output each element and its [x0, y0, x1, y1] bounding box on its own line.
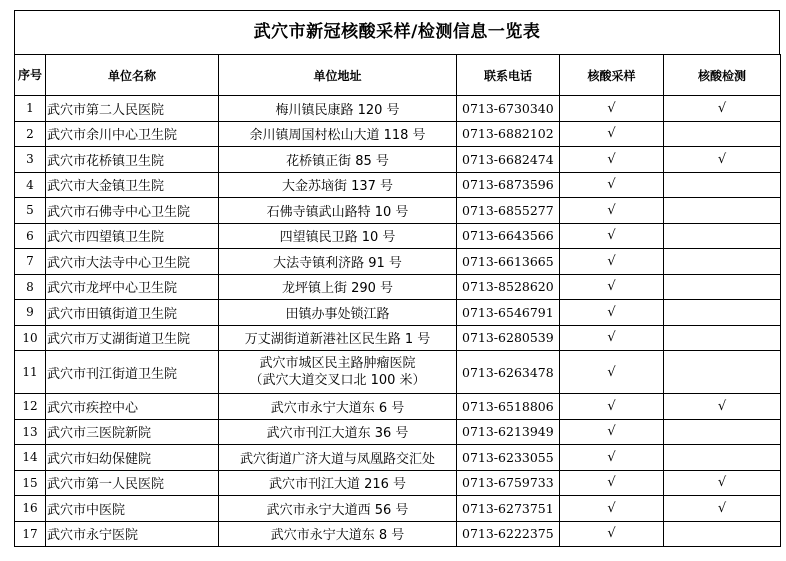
table-row — [15, 147, 781, 173]
sampling-check: √ — [560, 351, 664, 394]
row-number: 5 — [15, 198, 46, 224]
unit-address: 大金苏垴街 137 号 — [219, 172, 457, 198]
unit-name: 武穴市大法寺中心卫生院 — [46, 249, 219, 275]
unit-name: 武穴市石佛寺中心卫生院 — [46, 198, 219, 224]
unit-name: 武穴市四望镇卫生院 — [46, 223, 219, 249]
contact-phone: 0713-8528620 — [457, 274, 560, 300]
sampling-check: √ — [560, 496, 664, 522]
unit-address: 武穴市刊江大道 216 号 — [219, 470, 457, 496]
unit-address: 四望镇民卫路 10 号 — [219, 223, 457, 249]
testing-check — [664, 198, 781, 224]
testing-check — [664, 121, 781, 147]
table-row — [15, 96, 781, 122]
unit-address: 石佛寺镇武山路特 10 号 — [219, 198, 457, 224]
testing-check — [664, 223, 781, 249]
unit-name: 武穴市刊江街道卫生院 — [46, 351, 219, 394]
table-row — [15, 419, 781, 445]
table-row — [15, 198, 781, 224]
contact-phone: 0713-6280539 — [457, 325, 560, 351]
unit-name: 武穴市疾控中心 — [46, 394, 219, 420]
row-number: 6 — [15, 223, 46, 249]
sampling-check: √ — [560, 394, 664, 420]
unit-address: 武穴市永宁大道东 8 号 — [219, 521, 457, 547]
contact-phone: 0713-6855277 — [457, 198, 560, 224]
unit-name: 武穴市中医院 — [46, 496, 219, 522]
contact-phone: 0713-6730340 — [457, 96, 560, 122]
row-number: 4 — [15, 172, 46, 198]
row-number: 7 — [15, 249, 46, 275]
row-number: 14 — [15, 445, 46, 471]
header-address: 单位地址 — [219, 55, 457, 96]
contact-phone: 0713-6759733 — [457, 470, 560, 496]
testing-check — [664, 172, 781, 198]
contact-phone: 0713-6263478 — [457, 351, 560, 394]
contact-phone: 0713-6213949 — [457, 419, 560, 445]
testing-check — [664, 249, 781, 275]
row-number: 9 — [15, 300, 46, 326]
contact-phone: 0713-6233055 — [457, 445, 560, 471]
sampling-check: √ — [560, 249, 664, 275]
contact-phone: 0713-6873596 — [457, 172, 560, 198]
sampling-check: √ — [560, 300, 664, 326]
row-number: 17 — [15, 521, 46, 547]
table-body — [15, 96, 781, 547]
unit-name: 武穴市妇幼保健院 — [46, 445, 219, 471]
row-number: 3 — [15, 147, 46, 173]
unit-address-line1: 武穴市城区民主路肿瘤医院 — [259, 356, 416, 371]
sampling-check: √ — [560, 223, 664, 249]
contact-phone: 0713-6682474 — [457, 147, 560, 173]
row-number: 1 — [15, 96, 46, 122]
row-number: 13 — [15, 419, 46, 445]
unit-address: 花桥镇正街 85 号 — [219, 147, 457, 173]
table-row — [15, 496, 781, 522]
contact-phone: 0713-6273751 — [457, 496, 560, 522]
row-number: 15 — [15, 470, 46, 496]
row-number: 10 — [15, 325, 46, 351]
table-row — [15, 300, 781, 326]
testing-check — [664, 419, 781, 445]
testing-check: √ — [664, 496, 781, 522]
header-name: 单位名称 — [46, 55, 219, 96]
testing-check: √ — [664, 394, 781, 420]
unit-address: 武穴市刊江大道东 36 号 — [219, 419, 457, 445]
row-number: 11 — [15, 351, 46, 394]
testing-check — [664, 300, 781, 326]
sampling-check: √ — [560, 419, 664, 445]
contact-phone: 0713-6643566 — [457, 223, 560, 249]
unit-address: 大法寺镇利济路 91 号 — [219, 249, 457, 275]
unit-name: 武穴市田镇街道卫生院 — [46, 300, 219, 326]
sampling-check: √ — [560, 445, 664, 471]
unit-name: 武穴市大金镇卫生院 — [46, 172, 219, 198]
unit-address: 武穴市永宁大道东 6 号 — [219, 394, 457, 420]
testing-check — [664, 521, 781, 547]
table-row — [15, 351, 781, 394]
unit-name: 武穴市三医院新院 — [46, 419, 219, 445]
row-number: 8 — [15, 274, 46, 300]
info-table — [14, 54, 781, 547]
header-row — [15, 55, 781, 96]
unit-address: 余川镇周国村松山大道 118 号 — [219, 121, 457, 147]
unit-name: 武穴市永宁医院 — [46, 521, 219, 547]
table-row — [15, 325, 781, 351]
testing-check — [664, 445, 781, 471]
contact-phone: 0713-6222375 — [457, 521, 560, 547]
contact-phone: 0713-6546791 — [457, 300, 560, 326]
unit-name: 武穴市第二人民医院 — [46, 96, 219, 122]
header-sampling: 核酸采样 — [560, 55, 664, 96]
unit-name: 武穴市花桥镇卫生院 — [46, 147, 219, 173]
sampling-check: √ — [560, 121, 664, 147]
sampling-check: √ — [560, 147, 664, 173]
sampling-check: √ — [560, 521, 664, 547]
table-row — [15, 172, 781, 198]
info-sheet — [14, 10, 780, 547]
unit-name: 武穴市余川中心卫生院 — [46, 121, 219, 147]
header-phone: 联系电话 — [457, 55, 560, 96]
table-title: 武穴市新冠核酸采样/检测信息一览表 — [14, 10, 780, 54]
contact-phone: 0713-6882102 — [457, 121, 560, 147]
table-row — [15, 445, 781, 471]
table-row — [15, 394, 781, 420]
sampling-check: √ — [560, 470, 664, 496]
unit-address: 田镇办事处锁江路 — [219, 300, 457, 326]
testing-check — [664, 351, 781, 394]
testing-check — [664, 274, 781, 300]
table-row — [15, 470, 781, 496]
unit-address — [219, 351, 457, 394]
row-number: 16 — [15, 496, 46, 522]
sampling-check: √ — [560, 96, 664, 122]
unit-name: 武穴市万丈湖街道卫生院 — [46, 325, 219, 351]
contact-phone: 0713-6518806 — [457, 394, 560, 420]
testing-check: √ — [664, 96, 781, 122]
table-row — [15, 249, 781, 275]
sampling-check: √ — [560, 274, 664, 300]
unit-name: 武穴市第一人民医院 — [46, 470, 219, 496]
unit-address: 万丈湖街道新港社区民生路 1 号 — [219, 325, 457, 351]
contact-phone: 0713-6613665 — [457, 249, 560, 275]
row-number: 12 — [15, 394, 46, 420]
unit-address-line2: （武穴大道交叉口北 100 米） — [249, 373, 426, 388]
table-row — [15, 121, 781, 147]
row-number: 2 — [15, 121, 46, 147]
sampling-check: √ — [560, 198, 664, 224]
sampling-check: √ — [560, 172, 664, 198]
sampling-check: √ — [560, 325, 664, 351]
unit-address: 武穴市永宁大道西 56 号 — [219, 496, 457, 522]
unit-address: 武穴街道广济大道与凤凰路交汇处 — [219, 445, 457, 471]
testing-check — [664, 325, 781, 351]
unit-address: 梅川镇民康路 120 号 — [219, 96, 457, 122]
testing-check: √ — [664, 147, 781, 173]
header-no: 序号 — [15, 55, 46, 96]
unit-name: 武穴市龙坪中心卫生院 — [46, 274, 219, 300]
testing-check: √ — [664, 470, 781, 496]
unit-address: 龙坪镇上街 290 号 — [219, 274, 457, 300]
table-row — [15, 223, 781, 249]
table-row — [15, 274, 781, 300]
header-testing: 核酸检测 — [664, 55, 781, 96]
table-row — [15, 521, 781, 547]
